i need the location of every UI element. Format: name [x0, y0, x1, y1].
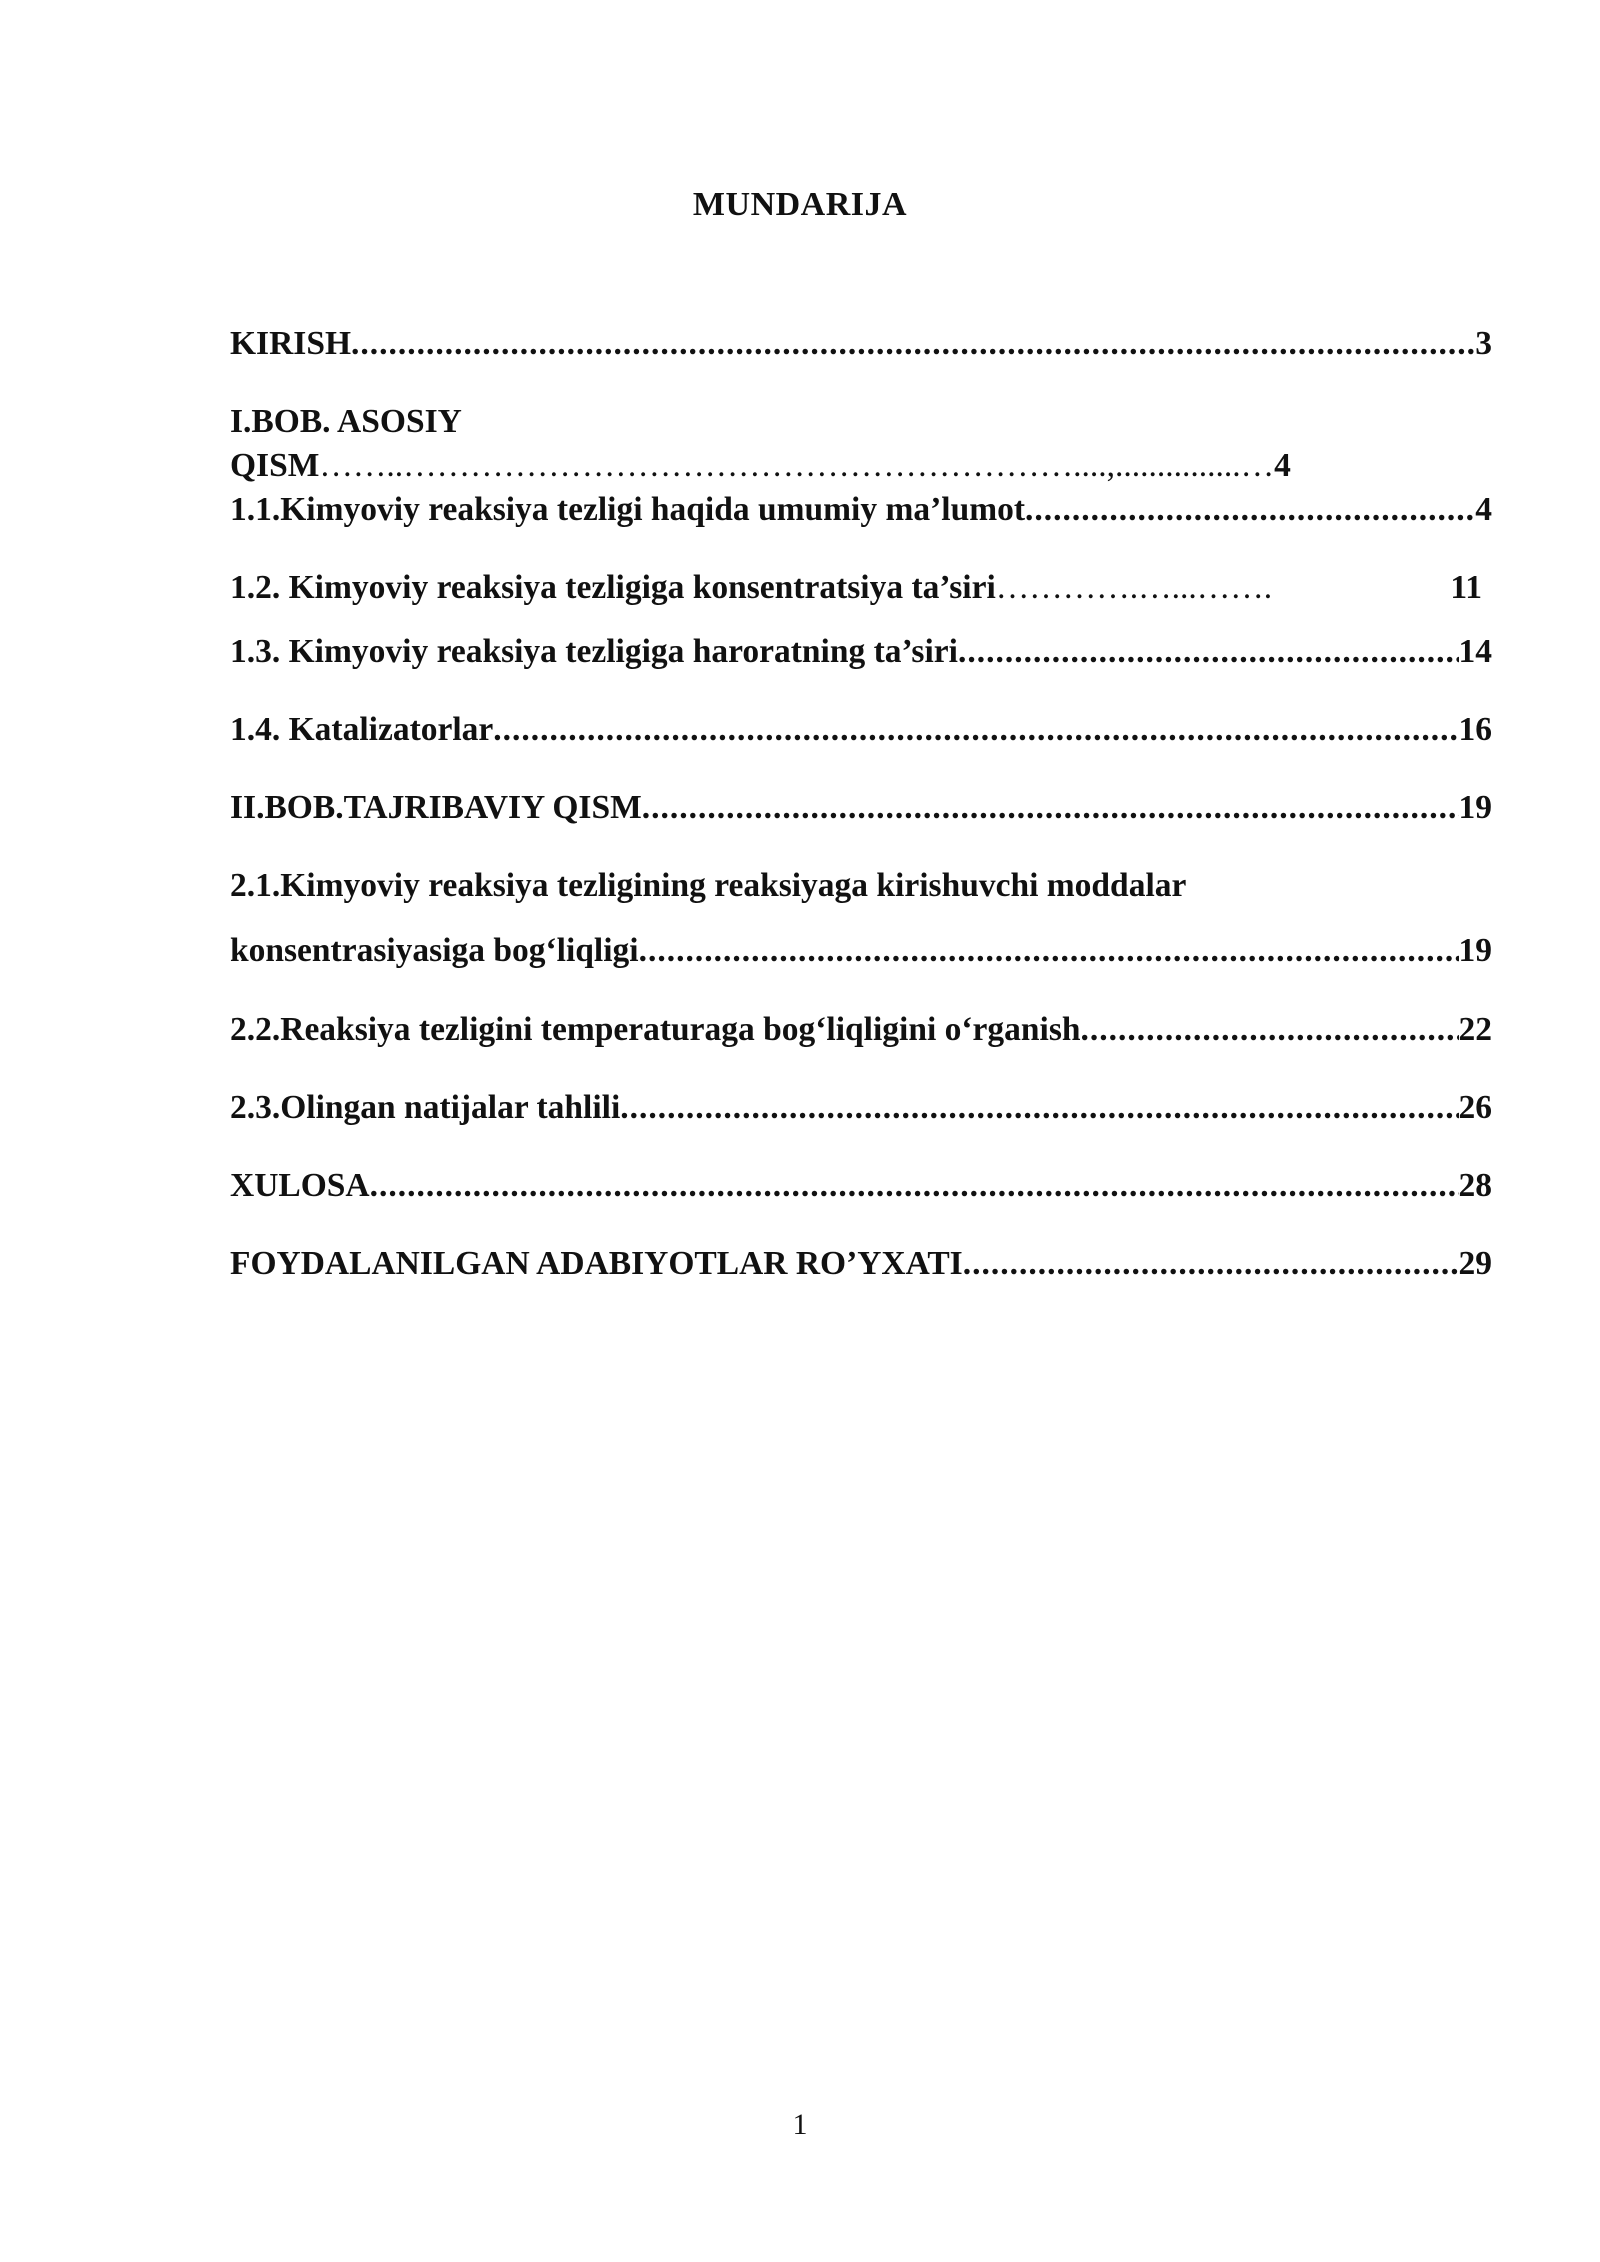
toc-entry-1-1[interactable]: [230, 488, 1492, 532]
toc-entry-1-3[interactable]: [230, 630, 1492, 674]
toc-entry-label: 2.2.Reaksiya tezligini temperaturaga bog‘liqligini o‘rganish: [230, 1011, 1081, 1048]
toc-page-number: 19: [1458, 789, 1492, 826]
toc-entry-label-line1: 2.1.Kimyoviy reaksiya tezligining reaksiyaga kirishuvchi moddalar: [230, 867, 1187, 904]
toc-page-number: 14: [1458, 633, 1492, 670]
toc-leader-dots: [493, 708, 1458, 752]
toc-entry-label: 1.4. Katalizatorlar: [230, 711, 494, 748]
toc-page-number: 4: [1274, 447, 1291, 484]
toc-entry-label-line1: I.BOB. ASOSIY: [230, 403, 462, 440]
toc-entry-label: FOYDALANILGAN ADABIYOTLAR RO’YXATI: [230, 1245, 963, 1282]
toc-page-number: 19: [1458, 932, 1492, 969]
toc-entry-label: 1.1.Kimyoviy reaksiya tezligi haqida umumiy ma’lumot: [230, 491, 1026, 528]
toc-entry-label: XULOSA: [230, 1167, 370, 1204]
toc-leader-dots: ………….…...…….: [995, 569, 1273, 606]
toc-page-number: 4: [1475, 491, 1492, 528]
toc-leader-dots: ……..……………………………………………………....,...............…: [319, 447, 1275, 484]
toc-entry-chapter-2[interactable]: [230, 786, 1492, 830]
toc-page-number: 11: [1450, 569, 1482, 606]
toc-leader-dots: [963, 1242, 1459, 1286]
toc-leader-dots: [958, 630, 1459, 674]
toc-page-number: 16: [1458, 711, 1492, 748]
toc-page-number: 3: [1475, 325, 1492, 362]
toc-entry-label: II.BOB.TAJRIBAVIY QISM: [230, 789, 642, 826]
toc-leader-dots: [620, 1086, 1458, 1130]
toc-entry-2-2[interactable]: [230, 1008, 1492, 1052]
page-title: MUNDARIJA: [692, 186, 908, 223]
toc-entry-xulosa[interactable]: [230, 1164, 1492, 1208]
toc-entry-references[interactable]: [230, 1242, 1492, 1286]
toc-leader-dots: [1081, 1008, 1459, 1052]
toc-entry-kirish[interactable]: [230, 322, 1492, 366]
toc-entry-label-line2: konsentrasiyasiga bog‘liqligi: [230, 932, 639, 969]
toc-entry-2-1[interactable]: [230, 864, 1492, 973]
toc-entry-label: 1.2. Kimyoviy reaksiya tezligiga konsentratsiya ta’siri: [230, 569, 996, 606]
toc-page-number: 26: [1458, 1089, 1492, 1126]
toc-entry-chapter-1[interactable]: [230, 400, 1492, 488]
toc-page-number: 28: [1458, 1167, 1492, 1204]
toc-leader-dots: [1025, 488, 1475, 532]
toc-entry-label: 2.3.Olingan natijalar tahlili: [230, 1089, 621, 1126]
toc-page-number: 29: [1458, 1245, 1492, 1282]
page-number: 1: [792, 2108, 808, 2141]
toc-entry-label: KIRISH: [230, 325, 352, 362]
toc-leader-dots: [639, 929, 1459, 973]
toc-entry-label-line2: QISM: [230, 447, 320, 484]
toc-entry-label: 1.3. Kimyoviy reaksiya tezligiga haroratning ta’siri: [230, 633, 958, 670]
toc-leader-dots: [370, 1164, 1459, 1208]
toc-leader-dots: [642, 786, 1459, 830]
toc-entry-1-2[interactable]: [230, 566, 1482, 610]
toc-leader-dots: [351, 322, 1475, 366]
toc-entry-1-4[interactable]: [230, 708, 1492, 752]
toc-page-number: 22: [1458, 1011, 1492, 1048]
toc-entry-2-3[interactable]: [230, 1086, 1492, 1130]
